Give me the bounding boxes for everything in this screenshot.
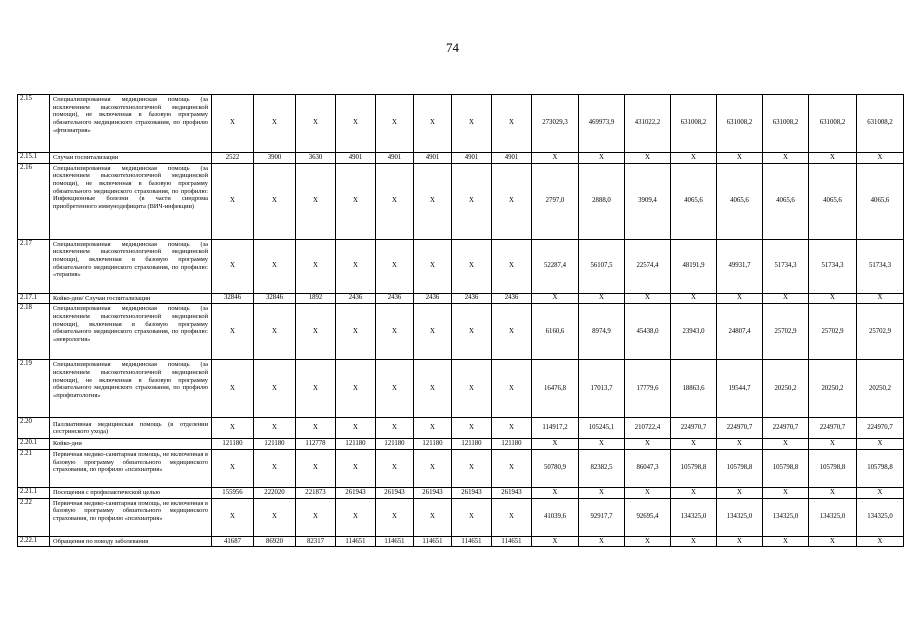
value-cell: 8974,9	[579, 304, 625, 360]
row-code: 2.22	[18, 498, 50, 536]
value-cell: 23943,0	[671, 304, 717, 360]
value-cell: 105798,8	[717, 450, 763, 488]
value-cell: X	[452, 498, 492, 536]
value-cell: 105798,8	[763, 450, 809, 488]
value-cell: 41039,6	[532, 498, 579, 536]
value-cell: X	[296, 360, 336, 418]
value-cell: 105798,8	[671, 450, 717, 488]
value-cell: 82317	[296, 536, 336, 547]
value-cell: 22574,4	[625, 239, 671, 293]
value-cell: X	[717, 536, 763, 547]
value-cell: 631008,2	[763, 95, 809, 153]
value-cell: 3909,4	[625, 163, 671, 239]
value-cell: 222020	[254, 488, 296, 499]
value-cell: 51734,3	[809, 239, 857, 293]
value-cell: X	[212, 304, 254, 360]
value-cell: 631008,2	[857, 95, 904, 153]
value-cell: X	[376, 418, 414, 439]
value-cell: X	[492, 95, 532, 153]
value-cell: 431022,2	[625, 95, 671, 153]
value-cell: X	[532, 439, 579, 450]
value-cell: X	[376, 498, 414, 536]
value-cell: 4065,6	[671, 163, 717, 239]
value-cell: 121180	[376, 439, 414, 450]
value-cell: X	[579, 488, 625, 499]
value-cell: 6160,6	[532, 304, 579, 360]
value-cell: 49931,7	[717, 239, 763, 293]
value-cell: X	[763, 439, 809, 450]
value-cell: 121180	[336, 439, 376, 450]
value-cell: X	[336, 163, 376, 239]
value-cell: 17779,6	[625, 360, 671, 418]
row-code: 2.21.1	[18, 488, 50, 499]
value-cell: 2436	[414, 293, 452, 304]
value-cell: X	[414, 163, 452, 239]
value-cell: 45438,0	[625, 304, 671, 360]
value-cell: X	[414, 304, 452, 360]
value-cell: X	[212, 239, 254, 293]
value-cell: 4065,6	[763, 163, 809, 239]
value-cell: 51734,3	[857, 239, 904, 293]
value-cell: 2888,0	[579, 163, 625, 239]
value-cell: X	[336, 239, 376, 293]
value-cell: X	[414, 239, 452, 293]
value-cell: 25702,9	[763, 304, 809, 360]
value-cell: X	[532, 488, 579, 499]
row-code: 2.15.1	[18, 153, 50, 164]
value-cell: X	[857, 536, 904, 547]
value-cell: 224970,7	[857, 418, 904, 439]
value-cell: 4065,6	[717, 163, 763, 239]
value-cell: 82382,5	[579, 450, 625, 488]
row-description: Первичная медико-санитарная помощь, не включенная в базовую программу обязательного медицинского страхования, по профилю «психиатрия»	[50, 450, 212, 488]
page-number: 74	[446, 40, 459, 55]
value-cell: 631008,2	[671, 95, 717, 153]
row-description: Специализированная медицинская помощь (за исключением высокотехнологичной медицинской помощи), не включенная в базовую программу обязательного медицинского страхования, по профилю «фтизиатрия»	[50, 95, 212, 153]
value-cell: 92695,4	[625, 498, 671, 536]
value-cell: X	[376, 163, 414, 239]
table-row	[18, 439, 904, 450]
value-cell: X	[296, 304, 336, 360]
value-cell: 4901	[376, 153, 414, 164]
value-cell: X	[296, 95, 336, 153]
value-cell: X	[492, 360, 532, 418]
value-cell: X	[254, 450, 296, 488]
value-cell: X	[336, 95, 376, 153]
value-cell: X	[763, 153, 809, 164]
value-cell: 121180	[254, 439, 296, 450]
value-cell: 4065,6	[857, 163, 904, 239]
value-cell: 112778	[296, 439, 336, 450]
value-cell: 1892	[296, 293, 336, 304]
value-cell: 224970,7	[763, 418, 809, 439]
value-cell: X	[492, 163, 532, 239]
value-cell: X	[414, 360, 452, 418]
value-cell: X	[254, 304, 296, 360]
value-cell: 2522	[212, 153, 254, 164]
value-cell: 121180	[452, 439, 492, 450]
value-cell: 221873	[296, 488, 336, 499]
value-cell: 261943	[336, 488, 376, 499]
value-cell: X	[254, 163, 296, 239]
value-cell: 4901	[414, 153, 452, 164]
value-cell: X	[336, 304, 376, 360]
value-cell: X	[671, 153, 717, 164]
table-row	[18, 304, 904, 360]
row-description: Специализированная медицинская помощь (за исключением высокотехнологичной медицинской помощи), не включенная в базовую программу обязательного медицинского страхования, по профилю: Инфекционные болезни (в части синдрома приобретенного иммунодефицита (ВИЧ-инфекции)	[50, 163, 212, 239]
value-cell: 2436	[376, 293, 414, 304]
row-description: Койко-дни/ Случаи госпитализации	[50, 293, 212, 304]
value-cell: X	[532, 293, 579, 304]
value-cell: 261943	[414, 488, 452, 499]
value-cell: X	[254, 95, 296, 153]
value-cell: X	[296, 450, 336, 488]
value-cell: 121180	[492, 439, 532, 450]
value-cell: 24807,4	[717, 304, 763, 360]
value-cell: X	[452, 239, 492, 293]
value-cell: X	[625, 439, 671, 450]
value-cell: X	[212, 498, 254, 536]
value-cell: X	[254, 418, 296, 439]
value-cell: 32846	[254, 293, 296, 304]
value-cell: 2436	[492, 293, 532, 304]
value-cell: X	[452, 95, 492, 153]
value-cell: 261943	[492, 488, 532, 499]
value-cell: 105245,1	[579, 418, 625, 439]
value-cell: X	[717, 488, 763, 499]
value-cell: X	[212, 95, 254, 153]
table-row	[18, 488, 904, 499]
value-cell: X	[296, 239, 336, 293]
value-cell: X	[452, 304, 492, 360]
value-cell: 114651	[452, 536, 492, 547]
value-cell: 134325,0	[809, 498, 857, 536]
value-cell: 56107,5	[579, 239, 625, 293]
value-cell: 114651	[492, 536, 532, 547]
table-row	[18, 450, 904, 488]
table-row	[18, 536, 904, 547]
value-cell: 261943	[452, 488, 492, 499]
value-cell: X	[763, 293, 809, 304]
value-cell: 224970,7	[809, 418, 857, 439]
row-code: 2.20.1	[18, 439, 50, 450]
value-cell: 86047,3	[625, 450, 671, 488]
value-cell: X	[376, 450, 414, 488]
value-cell: 114917,2	[532, 418, 579, 439]
value-cell: X	[492, 450, 532, 488]
row-description: Первичная медико-санитарная помощь, не включенная в базовую программу обязательного медицинского страхования, по профилю «психиатрия»	[50, 498, 212, 536]
value-cell: X	[579, 293, 625, 304]
value-cell: 114651	[336, 536, 376, 547]
value-cell: 631008,2	[717, 95, 763, 153]
value-cell: X	[452, 360, 492, 418]
value-cell: X	[763, 536, 809, 547]
value-cell: 2436	[336, 293, 376, 304]
value-cell: X	[809, 536, 857, 547]
table-row	[18, 239, 904, 293]
row-description: Специализированная медицинская помощь (за исключением высокотехнологичной медицинской помощи), включенная в базовую программу обязательного медицинского страхования, по профилю: «неврология»	[50, 304, 212, 360]
value-cell: X	[492, 498, 532, 536]
value-cell: 16476,8	[532, 360, 579, 418]
table-row	[18, 360, 904, 418]
row-description: Обращения по поводу заболевания	[50, 536, 212, 547]
value-cell: X	[212, 450, 254, 488]
value-cell: X	[671, 439, 717, 450]
value-cell: 48191,9	[671, 239, 717, 293]
value-cell: 4901	[452, 153, 492, 164]
table-row	[18, 498, 904, 536]
value-cell: X	[492, 239, 532, 293]
row-description: Специализированная медицинская помощь (за исключением высокотехнологичной медицинской помощи), не включенная в базовую программу обязательного медицинского страхования, по профилю «профпатология»	[50, 360, 212, 418]
value-cell: X	[452, 450, 492, 488]
value-cell: X	[532, 153, 579, 164]
value-cell: X	[296, 418, 336, 439]
value-cell: X	[671, 536, 717, 547]
value-cell: X	[254, 239, 296, 293]
value-cell: 3630	[296, 153, 336, 164]
value-cell: 20250,2	[763, 360, 809, 418]
value-cell: 155956	[212, 488, 254, 499]
value-cell: 134325,0	[857, 498, 904, 536]
value-cell: 20250,2	[809, 360, 857, 418]
table-row	[18, 293, 904, 304]
value-cell: X	[532, 536, 579, 547]
value-cell: X	[625, 536, 671, 547]
value-cell: 105798,8	[809, 450, 857, 488]
value-cell: X	[492, 418, 532, 439]
value-cell: 224970,7	[717, 418, 763, 439]
value-cell: X	[717, 439, 763, 450]
row-code: 2.15	[18, 95, 50, 153]
value-cell: X	[857, 153, 904, 164]
value-cell: 631008,2	[809, 95, 857, 153]
value-cell: X	[717, 153, 763, 164]
value-cell: X	[579, 153, 625, 164]
value-cell: X	[212, 360, 254, 418]
value-cell: X	[212, 163, 254, 239]
value-cell: 41687	[212, 536, 254, 547]
value-cell: 86920	[254, 536, 296, 547]
value-cell: 3900	[254, 153, 296, 164]
value-cell: 134325,0	[671, 498, 717, 536]
value-cell: 52287,4	[532, 239, 579, 293]
value-cell: 469973,9	[579, 95, 625, 153]
value-cell: 134325,0	[717, 498, 763, 536]
value-cell: X	[336, 498, 376, 536]
row-description: Специализированная медицинская помощь (за исключением высокотехнологичной медицинской помощи), включенная в базовую программу обязательного медицинского страхования, по профилю: «терапия»	[50, 239, 212, 293]
value-cell: X	[336, 418, 376, 439]
value-cell: 32846	[212, 293, 254, 304]
value-cell: X	[376, 239, 414, 293]
value-cell: 210722,4	[625, 418, 671, 439]
value-cell: X	[414, 95, 452, 153]
value-cell: X	[376, 360, 414, 418]
value-cell: 2797,0	[532, 163, 579, 239]
value-cell: X	[336, 450, 376, 488]
value-cell: 20250,2	[857, 360, 904, 418]
value-cell: X	[809, 488, 857, 499]
value-cell: 17013,7	[579, 360, 625, 418]
value-cell: 4901	[336, 153, 376, 164]
value-cell: X	[212, 418, 254, 439]
row-code: 2.18	[18, 304, 50, 360]
row-description: Койко-дни	[50, 439, 212, 450]
row-code: 2.16	[18, 163, 50, 239]
value-cell: X	[414, 498, 452, 536]
value-cell: X	[671, 488, 717, 499]
value-cell: X	[579, 536, 625, 547]
value-cell: 121180	[212, 439, 254, 450]
value-cell: 92917,7	[579, 498, 625, 536]
row-description: Случаи госпитализации	[50, 153, 212, 164]
data-table	[17, 94, 904, 547]
value-cell: X	[452, 163, 492, 239]
value-cell: 51734,3	[763, 239, 809, 293]
value-cell: 261943	[376, 488, 414, 499]
value-cell: X	[414, 418, 452, 439]
value-cell: X	[809, 439, 857, 450]
value-cell: 18863,6	[671, 360, 717, 418]
value-cell: 114651	[376, 536, 414, 547]
value-cell: 4065,6	[809, 163, 857, 239]
value-cell: 19544,7	[717, 360, 763, 418]
value-cell: X	[254, 498, 296, 536]
row-code: 2.22.1	[18, 536, 50, 547]
value-cell: 273029,3	[532, 95, 579, 153]
value-cell: X	[625, 293, 671, 304]
table-row	[18, 163, 904, 239]
value-cell: X	[717, 293, 763, 304]
value-cell: 224970,7	[671, 418, 717, 439]
table-row	[18, 95, 904, 153]
value-cell: 121180	[414, 439, 452, 450]
value-cell: 25702,9	[809, 304, 857, 360]
value-cell: X	[579, 439, 625, 450]
value-cell: X	[809, 153, 857, 164]
value-cell: X	[336, 360, 376, 418]
value-cell: X	[296, 498, 336, 536]
value-cell: 105798,8	[857, 450, 904, 488]
value-cell: X	[625, 488, 671, 499]
row-code: 2.21	[18, 450, 50, 488]
row-code: 2.20	[18, 418, 50, 439]
value-cell: 134325,0	[763, 498, 809, 536]
value-cell: X	[492, 304, 532, 360]
value-cell: 50780,9	[532, 450, 579, 488]
value-cell: X	[625, 153, 671, 164]
value-cell: X	[254, 360, 296, 418]
value-cell: 2436	[452, 293, 492, 304]
value-cell: X	[857, 293, 904, 304]
value-cell: X	[414, 450, 452, 488]
value-cell: 114651	[414, 536, 452, 547]
value-cell: 4901	[492, 153, 532, 164]
value-cell: X	[376, 304, 414, 360]
row-description: Посещения с профилактической целью	[50, 488, 212, 499]
row-code: 2.19	[18, 360, 50, 418]
value-cell: X	[809, 293, 857, 304]
value-cell: 25702,9	[857, 304, 904, 360]
row-description: Паллиативная медицинская помощь (в отделении сестринского ухода)	[50, 418, 212, 439]
table-row	[18, 418, 904, 439]
row-code: 2.17	[18, 239, 50, 293]
value-cell: X	[857, 439, 904, 450]
table-row	[18, 153, 904, 164]
value-cell: X	[763, 488, 809, 499]
value-cell: X	[671, 293, 717, 304]
value-cell: X	[376, 95, 414, 153]
value-cell: X	[452, 418, 492, 439]
row-code: 2.17.1	[18, 293, 50, 304]
value-cell: X	[857, 488, 904, 499]
value-cell: X	[296, 163, 336, 239]
